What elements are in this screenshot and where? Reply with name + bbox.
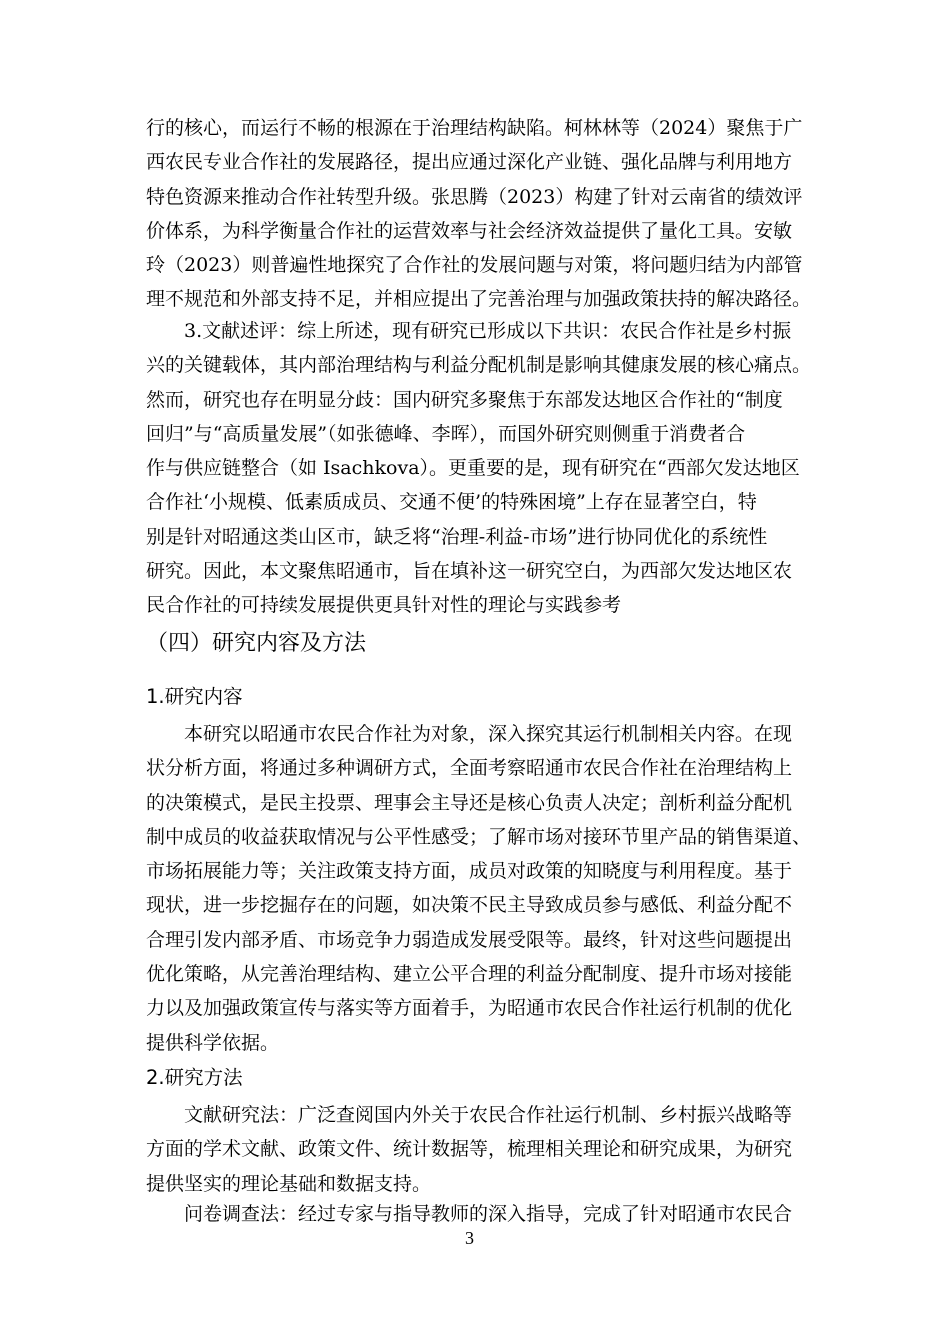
paragraph-literature-continued [146, 117, 810, 323]
text-line: 玲（2023）则普遍性地探究了合作社的发展问题与对策，将问题归结为内部管 [146, 254, 803, 277]
paragraph-literature-review [146, 320, 810, 629]
text-line: 本研究以昭通市农民合作社为对象，深入探究其运行机制相关内容。在现 [184, 723, 793, 745]
subsection-heading-methods: 2.研究方法 [146, 1066, 243, 1089]
text-line: 市场拓展能力等；关注政策支持方面，成员对政策的知晓度与利用程度。基于 [146, 860, 793, 883]
text-line: 作与供应链整合（如 Isachkova）。更重要的是，现有研究在“西部欠发达地区 [146, 457, 800, 480]
subsection-heading-content: 1.研究内容 [146, 685, 243, 708]
text-line: 价体系，为科学衡量合作社的运营效率与社会经济效益提供了量化工具。安敏 [146, 219, 793, 242]
text-line: 文献研究法：广泛查阅国内外关于农民合作社运行机制、乡村振兴战略等 [184, 1104, 793, 1126]
text-line: 合理引发内部矛盾、市场竞争力弱造成发展受限等。最终，针对这些问题提出 [146, 928, 793, 951]
page-number: 3 [465, 1228, 474, 1248]
text-line: 方面的学术文献、政策文件、统计数据等，梳理相关理论和研究成果，为研究 [146, 1138, 793, 1161]
text-line: 研究。因此，本文聚焦昭通市，旨在填补这一研究空白，为西部欠发达地区农 [146, 560, 793, 583]
text-line: 民合作社的可持续发展提供更具针对性的理论与实践参考 [146, 594, 622, 617]
text-line: 的决策模式，是民主投票、理事会主导还是核心负责人决定；剖析利益分配机 [146, 791, 793, 814]
text-line: 西农民专业合作社的发展路径，提出应通过深化产业链、强化品牌与利用地方 [146, 151, 793, 174]
text-line: 特色资源来推动合作社转型升级。张思腾（2023）构建了针对云南省的绩效评 [146, 185, 803, 208]
text-line: 状分析方面，将通过多种调研方式，全面考察昭通市农民合作社在治理结构上 [146, 757, 793, 780]
text-line: 提供科学依据。 [146, 1031, 280, 1054]
paragraph-literature-method [146, 1104, 810, 1207]
text-line: 制中成员的收益获取情况与公平性感受；了解市场对接环节里产品的销售渠道、 [146, 825, 812, 848]
text-line: 问卷调查法：经过专家与指导教师的深入指导，完成了针对昭通市农民合 [184, 1203, 793, 1225]
text-line: 然而，研究也存在明显分歧：国内研究多聚焦于东部发达地区合作社的“制度 [146, 388, 783, 411]
text-line: 别是针对昭通这类山区市，缺乏将“治理-利益-市场”进行协同优化的系统性 [146, 525, 768, 548]
text-line: 合作社‘小规模、低素质成员、交通不便’的特殊困境”上存在显著空白，特 [146, 491, 757, 514]
text-line: 兴的关键载体，其内部治理结构与利益分配机制是影响其健康发展的核心痛点。 [146, 354, 812, 377]
text-line: 3.文献述评：综上所述，现有研究已形成以下共识：农民合作社是乡村振 [184, 320, 792, 342]
text-line: 回归”与“高质量发展”（如张德峰、李晖），而国外研究则侧重于消费者合 [146, 422, 746, 445]
section-heading: （四）研究内容及方法 [146, 631, 367, 656]
text-line: 提供坚实的理论基础和数据支持。 [146, 1172, 432, 1195]
text-line: 优化策略，从完善治理结构、建立公平合理的利益分配制度、提升市场对接能 [146, 963, 793, 986]
paragraph-questionnaire-method [146, 1203, 810, 1237]
text-line: 力以及加强政策宣传与落实等方面着手，为昭通市农民合作社运行机制的优化 [146, 997, 793, 1020]
paragraph-research-content [146, 723, 810, 1066]
text-line: 行的核心，而运行不畅的根源在于治理结构缺陷。柯林林等（2024）聚焦于广 [146, 117, 803, 139]
text-line: 理不规范和外部支持不足，并相应提出了完善治理与加强政策扶持的解决路径。 [146, 288, 812, 311]
text-line: 现状，进一步挖掘存在的问题，如决策不民主导致成员参与感低、利益分配不 [146, 894, 793, 917]
